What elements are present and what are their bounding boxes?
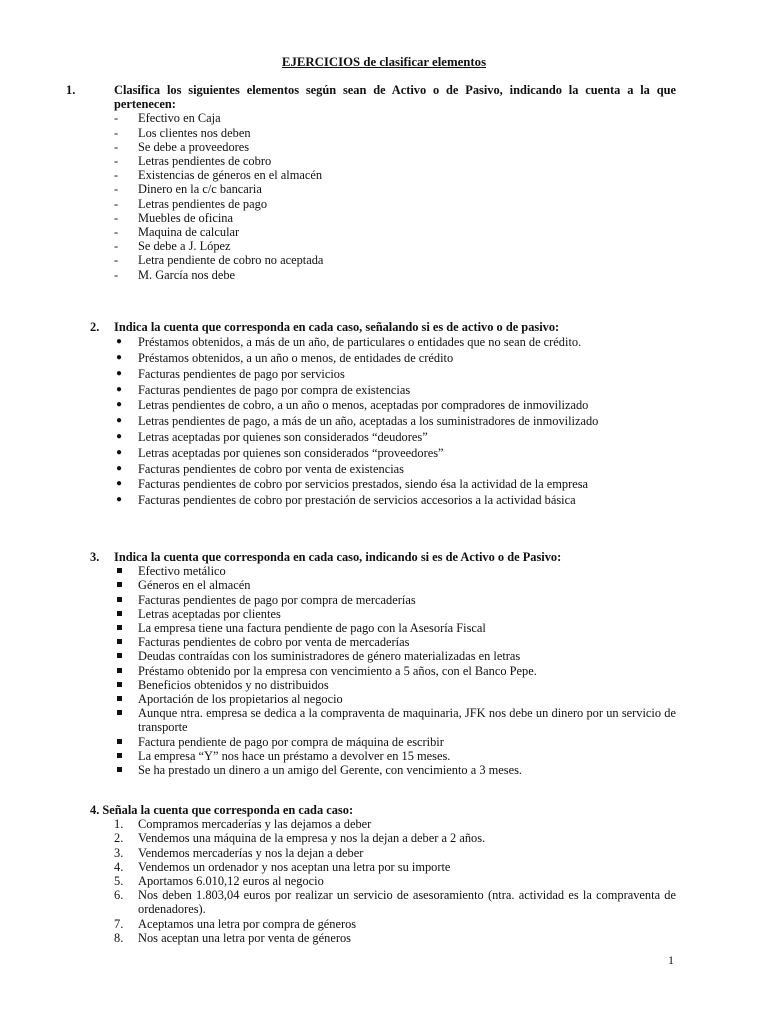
section-2-heading-text: Indica la cuenta que corresponda en cada caso, señalando si es de activo o de pasivo: [114,320,560,334]
bullet-marker: ● [116,336,123,348]
dash-marker: - [114,154,119,169]
list-item [90,197,676,211]
list-item [90,564,676,578]
list-item-text: Muebles de oficina [138,210,233,225]
list-item [90,126,676,140]
section-2-list [90,335,676,507]
list-item [90,888,676,916]
list-item-text: Facturas pendientes de cobro por venta de mercaderías [138,635,410,650]
list-item [90,140,676,154]
square-bullet-icon [117,582,122,587]
dash-marker: - [114,182,119,197]
list-item-text: Vendemos una máquina de la empresa y nos la dejan a deber a 2 años. [138,831,486,846]
list-item [90,593,676,607]
list-item-text: Aportación de los propietarios al negocio [138,692,343,707]
square-bullet-icon [117,753,122,758]
square-bullet-icon [117,639,122,644]
dash-marker: - [114,111,119,126]
list-item-number: 7. [114,916,124,931]
section-1 [66,83,676,282]
section-1-heading-text: Clasifica los siguientes elementos según sean de Activo o de Pasivo, indicando la cuenta a la que pertenecen: [114,83,676,112]
square-bullet-icon [117,653,122,658]
list-item [90,607,676,621]
list-item-number: 1. [114,817,124,832]
list-item-text: Efectivo metálico [138,564,226,579]
list-item [90,477,676,491]
list-item-number: 8. [114,930,124,945]
list-item-text: Préstamo obtenido por la empresa con vencimiento a 5 años, con el Banco Pepe. [138,663,537,678]
bullet-marker: ● [116,383,123,395]
list-item-text: Beneficios obtenidos y no distribuidos [138,677,329,692]
list-item [90,874,676,888]
list-item [90,225,676,239]
list-item [90,268,676,282]
list-item-text: Deudas contraídas con los suministradores de género materializadas en letras [138,649,521,664]
square-bullet-icon [117,696,122,701]
list-item-text: Facturas pendientes de pago por compra de mercaderías [138,592,416,607]
section-1-number: 1. [66,83,76,97]
list-item-text: Maquina de calcular [138,225,240,240]
square-bullet-icon [117,739,122,744]
list-item [90,649,676,663]
list-item-text: La empresa “Y” nos hace un préstamo a devolver en 15 meses. [138,748,451,763]
list-item-text: Letras aceptadas por quienes son considerados “proveedores” [138,445,444,460]
list-item-text: Letras pendientes de pago [138,196,268,211]
list-item [90,763,676,777]
list-item [90,817,676,831]
bullet-marker: ● [116,367,123,379]
list-item [90,493,676,507]
dash-marker: - [114,125,119,140]
list-item [90,351,676,365]
list-item [90,414,676,428]
list-item [90,749,676,763]
list-item [90,335,676,349]
list-item-text: Se debe a J. López [138,239,231,254]
list-item [90,635,676,649]
list-item-text: Facturas pendientes de pago por servicios [138,366,345,381]
list-item-text: Facturas pendientes de pago por compra de existencias [138,382,411,397]
list-item-text: M. García nos debe [138,267,236,282]
dash-marker: - [114,225,119,240]
bullet-marker: ● [116,399,123,411]
list-item-text: Factura pendiente de pago por compra de máquina de escribir [138,734,444,749]
list-item [90,735,676,749]
list-item-text: Aceptamos una letra por compra de géneros [138,916,357,931]
list-item-text: Existencias de géneros en el almacén [138,168,323,183]
list-item [90,239,676,253]
list-item [90,430,676,444]
section-3-heading-text: Indica la cuenta que corresponda en cada caso, indicando si es de Activo o de Pasivo: [114,550,562,564]
list-item-text: Facturas pendientes de cobro por prestación de servicios accesorios a la actividad básica [138,493,576,508]
list-item-text: Aportamos 6.010,12 euros al negocio [138,874,324,889]
list-item-text: Se debe a proveedores [138,139,250,154]
bullet-marker: ● [116,415,123,427]
list-item [90,168,676,182]
list-item [90,462,676,476]
list-item [90,383,676,397]
square-bullet-icon [117,625,122,630]
dash-marker: - [114,267,119,282]
list-item-text: Compramos mercaderías y las dejamos a deber [138,817,372,832]
square-bullet-icon [117,682,122,687]
bullet-marker: ● [116,352,123,363]
list-item-text: Letras pendientes de pago, a más de un año, aceptadas a los suministradores de inmovilizado [138,414,599,429]
dash-marker: - [114,210,119,225]
bullet-marker: ● [116,430,123,442]
section-3-list [90,564,676,777]
bullet-marker: ● [116,446,123,458]
list-item [90,111,676,125]
list-item-text: Los clientes nos deben [138,125,251,140]
list-item [90,621,676,635]
list-item [90,664,676,678]
dash-marker: - [114,196,119,211]
list-item-text: Vendemos mercaderías y nos la dejan a deber [138,845,364,860]
square-bullet-icon [117,767,122,772]
list-item [90,831,676,845]
section-3-number: 3. [90,550,100,564]
list-item [90,931,676,945]
list-item-number: 2. [114,831,124,846]
section-2-number: 2. [90,320,100,334]
list-item [90,678,676,692]
dash-marker: - [114,239,119,254]
dash-marker: - [114,139,119,154]
list-item-text: Vendemos un ordenador y nos aceptan una letra por su importe [138,859,451,874]
section-4 [90,803,676,945]
list-item-text: Nos aceptan una letra por venta de géneros [138,930,351,945]
list-item-text: Letras aceptadas por clientes [138,606,281,621]
section-3 [90,550,676,777]
page-title: EJERCICIOS de clasificar elementos [281,55,487,69]
list-item [90,692,676,706]
list-item [90,398,676,412]
list-item [90,446,676,460]
list-item-number: 3. [114,845,124,860]
list-item [90,846,676,860]
list-item-text: Aunque ntra. empresa se dedica a la compraventa de maquinaria, JFK nos debe un dinero por un servicio de transporte [138,706,676,735]
list-item-number: 6. [114,888,124,903]
list-item-text: Nos deben 1.803,04 euros por realizar un servicio de asesoramiento (ntra. actividad es la compraventa de ordenadores). [138,888,676,917]
list-item-text: Géneros en el almacén [138,578,251,593]
section-1-list [90,111,676,281]
dash-marker: - [114,253,119,268]
list-item-number: 4. [114,859,124,874]
section-4-list [90,817,676,945]
list-item [90,182,676,196]
section-3-heading [90,550,676,564]
list-item-text: Dinero en la c/c bancaria [138,182,262,197]
square-bullet-icon [117,597,122,602]
list-item-number: 5. [114,874,124,889]
dash-marker: - [114,168,119,183]
list-item [90,211,676,225]
square-bullet-icon [117,668,122,673]
list-item-text: Letras pendientes de cobro [138,154,272,169]
bullet-marker: ● [116,494,123,506]
list-item [90,706,676,734]
list-item-text: La empresa tiene una factura pendiente de pago con la Asesoría Fiscal [138,621,486,636]
list-item-text: Efectivo en Caja [138,111,221,126]
list-item-text: Se ha prestado un dinero a un amigo del Gerente, con vencimiento a 3 meses. [138,763,522,778]
list-item [90,154,676,168]
page-number: 1 [668,953,674,967]
list-item [90,860,676,874]
list-item [90,578,676,592]
square-bullet-icon [117,568,122,573]
list-item-text: Facturas pendientes de cobro por servicios prestados, siendo ésa la actividad de la empresa [138,477,589,492]
bullet-marker: ● [116,478,123,490]
square-bullet-icon [117,710,122,715]
square-bullet-icon [117,611,122,616]
bullet-marker: ● [116,462,123,474]
list-item-text: Letras aceptadas por quienes son considerados “deudores” [138,429,428,444]
list-item-text: Préstamos obtenidos, a un año o menos, de entidades de crédito [138,351,454,365]
section-4-heading: 4. Señala la cuenta que corresponda en cada caso: [90,803,354,817]
list-item [90,367,676,381]
list-item-text: Préstamos obtenidos, a más de un año, de particulares o entidades que no sean de crédito. [138,335,582,350]
section-2 [90,320,676,509]
list-item [90,917,676,931]
list-item-text: Letra pendiente de cobro no aceptada [138,253,324,268]
list-item [90,253,676,267]
section-1-heading [66,83,676,112]
list-item-text: Facturas pendientes de cobro por venta de existencias [138,461,404,476]
list-item-text: Letras pendientes de cobro, a un año o menos, aceptadas por compradores de inmovilizado [138,398,589,413]
section-2-heading [90,320,676,334]
